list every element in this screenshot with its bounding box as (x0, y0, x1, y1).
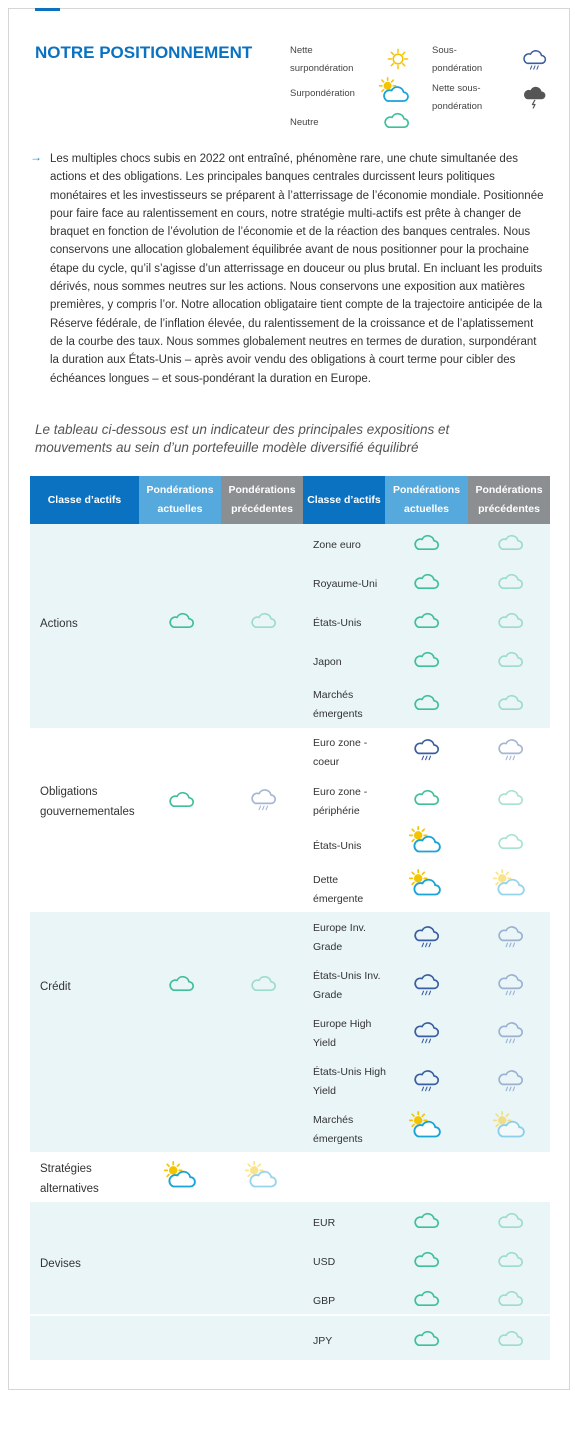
sun-cloud-icon (378, 77, 410, 109)
row-label: USD (313, 1256, 336, 1268)
storm-cloud-icon (522, 85, 548, 111)
page-title: NOTRE POSITIONNEMENT (35, 43, 253, 62)
row-label: EUR (313, 1217, 336, 1229)
cloud-icon (497, 830, 525, 858)
intro-paragraph: Les multiples chocs subis en 2022 ont entraîné, phénomène rare, une chute simultanée des actions et des obligations. Les principales banques centrales durcissent leurs politiques monétaires et les investisseurs se préparent à l’atterrissage de l’économie mondiale. Positionnée pour faire face au ralentissement en cours, notre stratégie multi-actifs est prête à changer de braquet en fonction de l’évolution de l’économie et de la réaction des banques centrales. Nous conservons une allocation globalement équilibrée avant de nous positionner pour la prochaine étape du cycle, qu’il s’agisse d’un atterrissage en douceur ou plus brutal. En incluant les produits dérivés, nous sommes neutres sur les actions. Nous conservons une exposition aux matières premières, y compris l’or. Notre allocation obligataire tient compte de la trajectoire anticipée de la Réserve fédérale, de l’inflation élevée, du ralentissement de la croissance et de l’aplatissement de la courbe des taux. Nous sommes globalement neutres en termes de duration, surpondérant la duration aux États-Unis – après avoir vendu des obligations à court terme pour cibler des échéances longues – et sous-pondérant la duration en Europe. (50, 153, 544, 385)
cloud-icon (497, 531, 525, 559)
header-previous-right: Pondérations précédentes (468, 476, 550, 524)
cloud-icon (413, 1209, 441, 1237)
sun-cloud-icon (408, 1111, 442, 1145)
sun-cloud-icon (244, 1161, 278, 1195)
group-name: Actions (40, 618, 78, 630)
cloud-icon (383, 109, 411, 137)
rain-cloud-icon (250, 788, 278, 816)
row-label: États-Unis Inv. Grade (313, 970, 381, 1001)
header-asset-class-right: Classe d’actifs (303, 476, 385, 524)
sun-cloud-icon (408, 869, 442, 903)
cloud-icon (497, 691, 525, 719)
row-label: Marchés émergents (313, 689, 363, 720)
group-name: Crédit (40, 981, 71, 993)
cloud-icon (413, 1287, 441, 1315)
cloud-icon (497, 648, 525, 676)
table-header (30, 476, 550, 524)
rain-cloud-icon (497, 973, 525, 1001)
sun-icon (386, 47, 410, 71)
row-label: Euro zone - périphérie (313, 786, 368, 817)
cloud-icon (497, 786, 525, 814)
row-label: Euro zone - coeur (313, 737, 368, 768)
legend-strong-underweight-label: Nette sous-pondération (432, 83, 483, 112)
row-label: Japon (313, 656, 342, 668)
cloud-icon (413, 570, 441, 598)
cloud-icon (250, 972, 278, 1000)
cloud-icon (413, 609, 441, 637)
row-label: Marchés émergents (313, 1114, 363, 1145)
header-asset-class-left: Classe d’actifs (30, 476, 139, 524)
rain-cloud-icon (413, 1021, 441, 1049)
cloud-icon (497, 609, 525, 637)
intro-section (30, 150, 545, 388)
header-current-left: Pondérations actuelles (139, 476, 221, 524)
rain-cloud-icon (497, 925, 525, 953)
cloud-icon (250, 609, 278, 637)
rain-cloud-icon (497, 1021, 525, 1049)
sun-cloud-icon (492, 1111, 526, 1145)
row-label: États-Unis (313, 840, 362, 852)
row-label: Europe High Yield (313, 1018, 372, 1049)
rain-cloud-icon (413, 738, 441, 766)
row-label: Zone euro (313, 539, 361, 551)
accent-bar (35, 8, 60, 11)
rain-cloud-icon (497, 1069, 525, 1097)
legend-overweight-label: Surpondération (290, 88, 355, 99)
cloud-icon (497, 570, 525, 598)
legend-underweight-label: Sous-pondération (432, 45, 483, 74)
cloud-icon (168, 788, 196, 816)
sun-cloud-icon (492, 869, 526, 903)
sun-cloud-icon (408, 826, 442, 860)
rain-cloud-icon (413, 1069, 441, 1097)
row-label: Europe Inv. Grade (313, 922, 366, 953)
header-previous-left: Pondérations précédentes (221, 476, 303, 524)
cloud-icon (168, 609, 196, 637)
group-name: Obligations gouvernementales (40, 786, 135, 818)
rain-cloud-icon (522, 49, 548, 75)
cloud-icon (168, 972, 196, 1000)
row-label: GBP (313, 1295, 336, 1307)
group-band-currencies-last (30, 1314, 550, 1360)
arrow-right-icon: → (30, 150, 42, 164)
rain-cloud-icon (497, 738, 525, 766)
row-label: Dette émergente (313, 874, 364, 905)
sun-cloud-icon (163, 1161, 197, 1195)
table-caption: Le tableau ci-dessous est un indicateur des principales expositions et mouvements au sein d’un portefeuille modèle diversifié équilibré (35, 422, 450, 455)
legend-neutral-label: Neutre (290, 117, 319, 128)
cloud-icon (413, 1248, 441, 1276)
header-current-right: Pondérations actuelles (385, 476, 468, 524)
row-label: JPY (313, 1335, 333, 1347)
cloud-icon (413, 691, 441, 719)
cloud-icon (497, 1327, 525, 1355)
row-label: États-Unis High Yield (313, 1066, 386, 1097)
row-label: États-Unis (313, 617, 362, 629)
cloud-icon (413, 648, 441, 676)
cloud-icon (413, 531, 441, 559)
cloud-icon (497, 1209, 525, 1237)
cloud-icon (497, 1287, 525, 1315)
legend-strong-overweight-label: Nette surpondération (290, 45, 354, 74)
rain-cloud-icon (413, 973, 441, 1001)
group-band-credit (30, 912, 550, 1152)
cloud-icon (413, 786, 441, 814)
row-label: Royaume-Uni (313, 578, 378, 590)
cloud-icon (497, 1248, 525, 1276)
rain-cloud-icon (413, 925, 441, 953)
cloud-icon (413, 1327, 441, 1355)
group-name: Stratégies alternatives (40, 1163, 99, 1195)
group-name: Devises (40, 1258, 81, 1270)
